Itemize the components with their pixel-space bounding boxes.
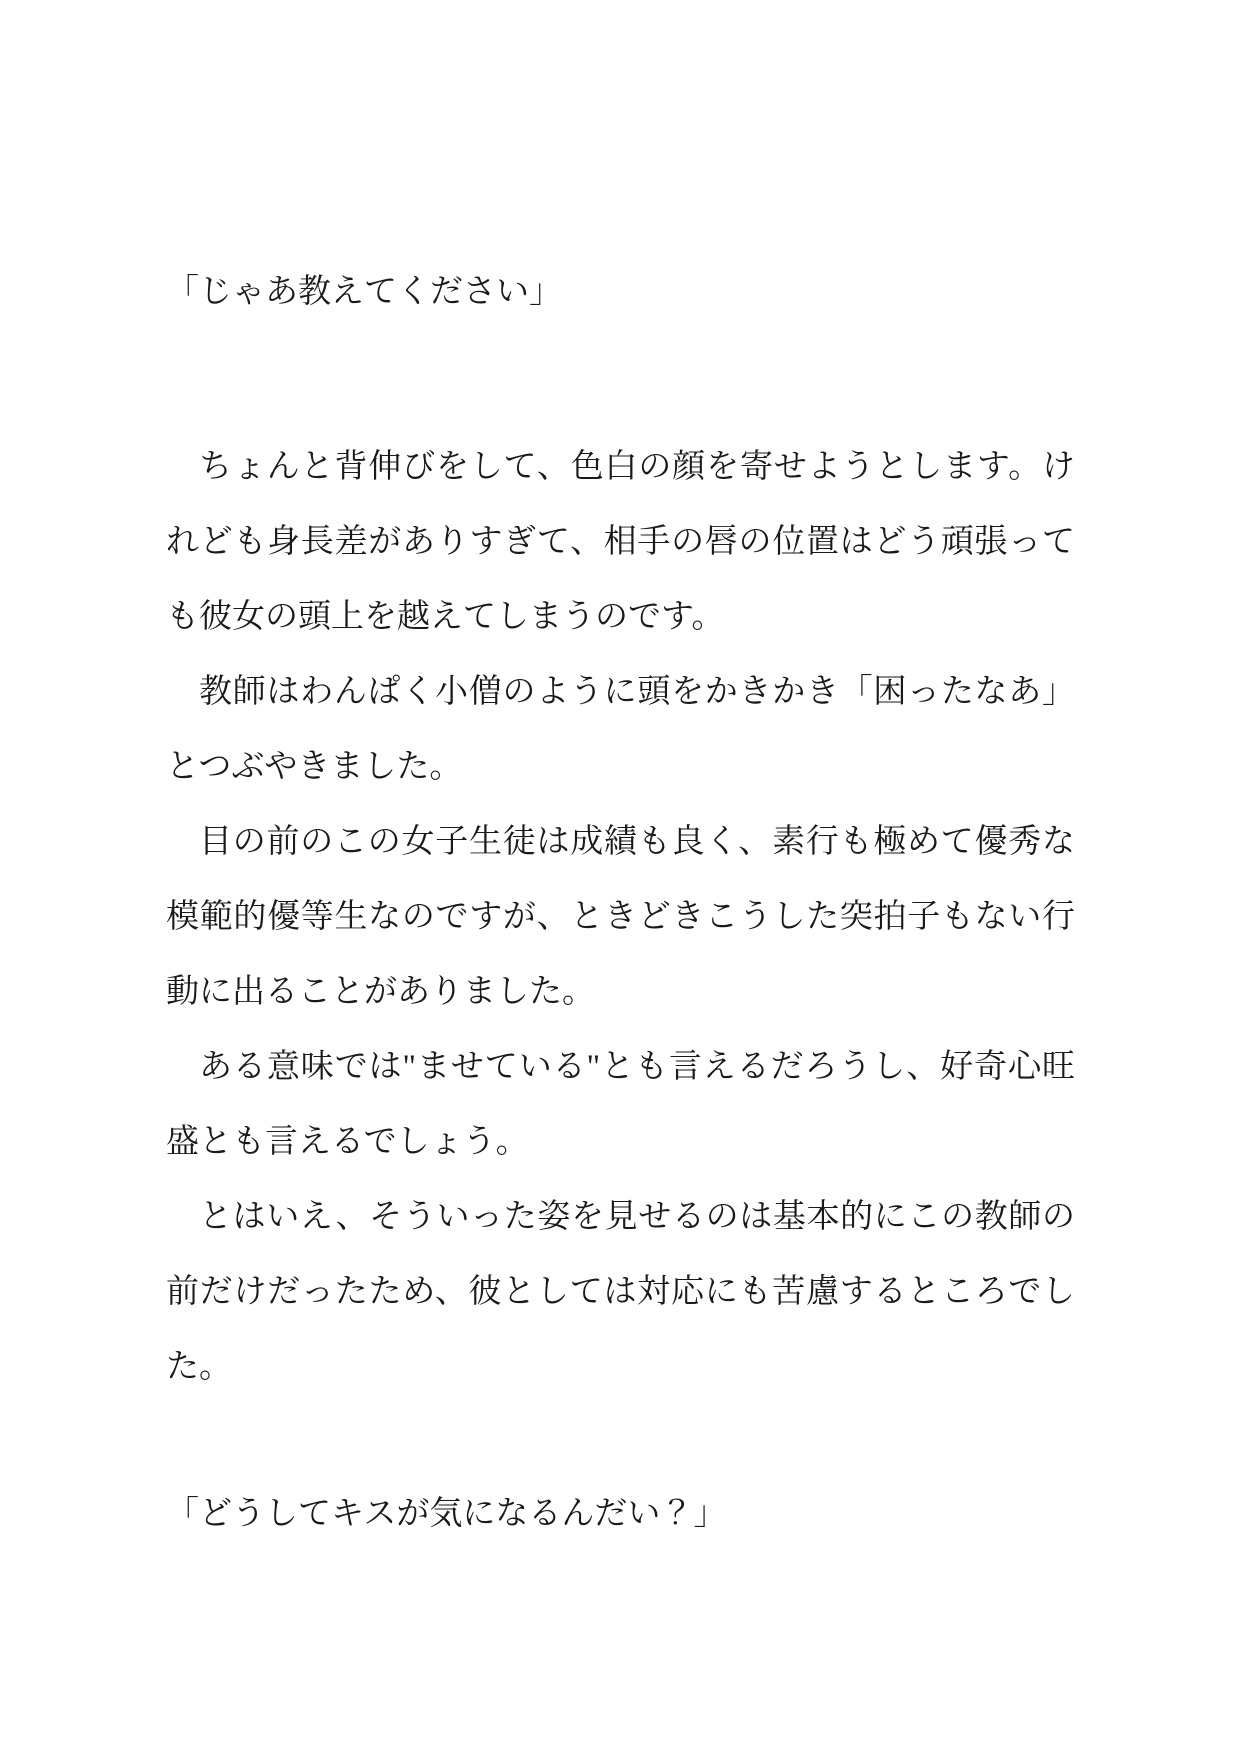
text-line: とはいえ、そういった姿を見せるのは基本的にこの教師の bbox=[199, 1199, 1075, 1235]
text-line: 模範的優等生なのですが、ときどきこうした突拍子もない行 bbox=[166, 899, 1075, 935]
text-line: 前だけだったため、彼としては対応にも苦慮するところでし bbox=[166, 1274, 1075, 1310]
text-line: 目の前のこの女子生徒は成績も良く、素行も極めて優秀な bbox=[199, 824, 1075, 860]
text-line: 動に出ることがありました。 bbox=[166, 974, 595, 1010]
text-line: 盛とも言えるでしょう。 bbox=[166, 1124, 529, 1160]
text-line: ある意味では"ませている"とも言えるだろうし、好奇心旺 bbox=[199, 1049, 1075, 1085]
text-line: とつぶやきました。 bbox=[166, 749, 463, 785]
dialogue-line: 「じゃあ教えてください」 bbox=[166, 274, 562, 310]
text-line: れども身長差がありすぎて、相手の唇の位置はどう頑張って bbox=[166, 524, 1075, 560]
text-line: 教師はわんぱく小僧のように頭をかきかき「困ったなあ」 bbox=[199, 674, 1075, 710]
dialogue-line: 「どうしてキスが気になるんだい？」 bbox=[166, 1496, 727, 1532]
text-line: ちょんと背伸びをして、色白の顔を寄せようとします。け bbox=[199, 449, 1075, 485]
text-line: も彼女の頭上を越えてしまうのです。 bbox=[166, 599, 725, 635]
text-line: た。 bbox=[166, 1349, 232, 1385]
